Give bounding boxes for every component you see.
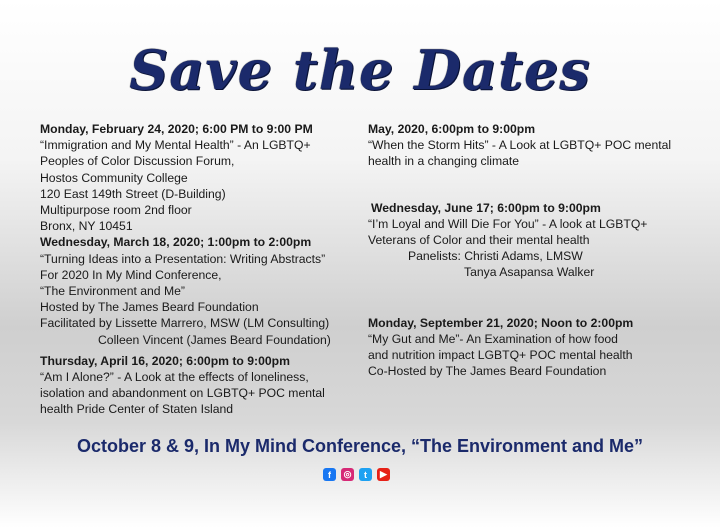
instagram-icon[interactable]: ◎ xyxy=(341,468,354,481)
event-line: For 2020 In My Mind Conference, xyxy=(40,267,222,282)
event-date: May, 2020, 6:00pm to 9:00pm xyxy=(368,122,536,136)
twitter-icon[interactable]: t xyxy=(359,468,372,481)
event-line: and nutrition impact LGBTQ+ POC mental health xyxy=(368,348,633,363)
event-line: Hostos Community College xyxy=(40,170,188,185)
conference-banner: October 8 & 9, In My Mind Conference, “The Environment and Me” xyxy=(76,436,644,456)
left-column xyxy=(40,121,352,418)
event-line: isolation and abandonment on LGBTQ+ POC mental xyxy=(40,386,325,401)
event-line: Veterans of Color and their mental health xyxy=(368,233,590,248)
event-date: Wednesday, June 17; 6:00pm to 9:00pm xyxy=(371,200,601,215)
event-line: Co-Hosted by The James Beard Foundation xyxy=(368,364,607,379)
event-line: health in a changing climate xyxy=(368,154,520,169)
panelists-line: Tanya Asapansa Walker xyxy=(464,265,595,280)
event-date: Monday, February 24, 2020; 6:00 PM to 9:00 PM xyxy=(40,122,313,136)
youtube-icon[interactable]: ▶ xyxy=(377,468,390,481)
event-line: Multipurpose room 2nd floor xyxy=(40,203,192,218)
event-line: 120 East 149th Street (D-Building) xyxy=(40,186,226,201)
event-date: Wednesday, March 18, 2020; 1:00pm to 2:00pm xyxy=(40,235,312,250)
event-line: health Pride Center of Staten Island xyxy=(40,402,234,417)
event-line: “My Gut and Me”- An Examination of how food xyxy=(368,331,618,346)
event-line: Bronx, NY 10451 xyxy=(40,219,133,234)
event-line: Facilitated by Lissette Marrero, MSW (LM Consulting) xyxy=(40,316,330,331)
panelists-line: Panelists: Christi Adams, LMSW xyxy=(408,249,583,264)
event-line: “Immigration and My Mental Health” - An LGBTQ+ xyxy=(40,138,311,153)
event-line: “When the Storm Hits” - A Look at LGBTQ+ POC mental xyxy=(368,138,672,153)
event-line: “I’m Loyal and Will Die For You” - A look at LGBTQ+ xyxy=(368,216,648,231)
event-line: Peoples of Color Discussion Forum, xyxy=(40,154,235,169)
event-line: “The Environment and Me” xyxy=(40,284,185,299)
event-line: Colleen Vincent (James Beard Foundation) xyxy=(98,332,331,347)
event-line: Hosted by The James Beard Foundation xyxy=(40,300,259,315)
event-date: Thursday, April 16, 2020; 6:00pm to 9:00pm xyxy=(40,353,290,368)
event-line: “Am I Alone?” - A Look at the effects of loneliness, xyxy=(40,370,309,385)
event-line: “Turning Ideas into a Presentation: Writing Abstracts” xyxy=(40,251,326,266)
event-date: Monday, September 21, 2020; Noon to 2:00pm xyxy=(368,315,634,330)
right-column xyxy=(368,121,698,379)
social-icons xyxy=(323,468,390,481)
facebook-icon[interactable]: f xyxy=(323,468,336,481)
page-title: Save the Dates xyxy=(129,38,591,102)
